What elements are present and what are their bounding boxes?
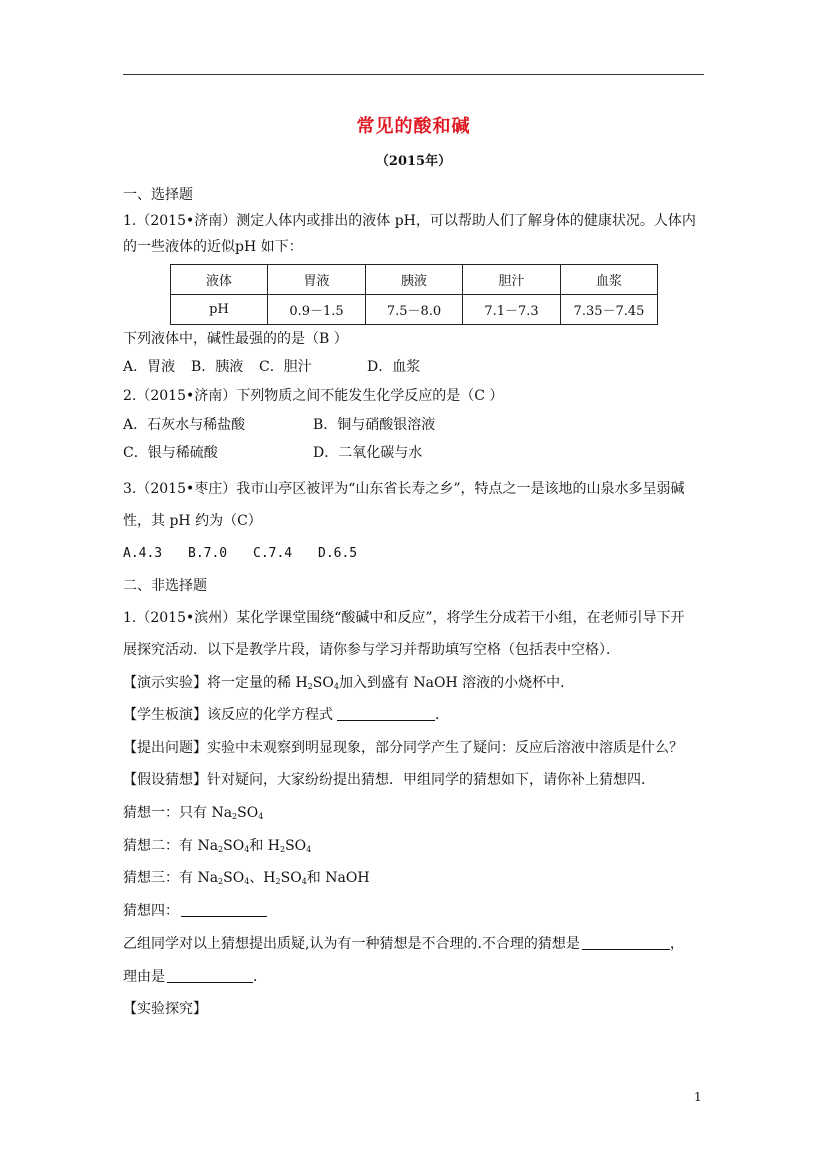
subscript: 4: [244, 877, 250, 886]
board-text: 【学生板演】该反应的化学方程式: [123, 707, 333, 723]
doubt-line: [123, 935, 684, 953]
q2-options-row-2: [123, 444, 422, 462]
option-d: D．二氧化碳与水: [313, 445, 423, 461]
guess-4: [123, 902, 267, 920]
option-d: D.6.5: [318, 546, 358, 561]
guess-text: SO: [237, 805, 259, 821]
table-header-cell: 胆汁: [463, 265, 561, 295]
board-text: ．: [435, 707, 449, 723]
q2-options-row-1: [123, 416, 435, 434]
option-c: C．胆汁: [259, 359, 312, 375]
q1-question: 下列液体中，碱性最强的的是（B ）: [123, 331, 348, 347]
page-title: 常见的酸和碱: [356, 116, 471, 137]
reason-text: 理由是: [123, 969, 165, 985]
ph-table: [170, 264, 658, 325]
guess-text: 和 H: [249, 838, 280, 854]
answer-blank[interactable]: [337, 706, 435, 721]
p1-line-2: 展探究活动．以下是教学片段，请你参与学习并帮助填写空格（包括表中空格）．: [123, 642, 620, 658]
option-a: A.4.3: [123, 546, 163, 561]
ask-question: 【提出问题】实验中未观察到明显现象，部分同学产生了疑问：反应后溶液中溶质是什么？: [123, 740, 683, 756]
option-a: A．石灰水与稀盐酸: [123, 417, 246, 433]
guess-1: [123, 804, 263, 826]
subscript: 4: [244, 845, 250, 854]
guess-text: 和 NaOH: [306, 870, 370, 886]
table-cell: pH: [171, 295, 268, 325]
table-cell: 7.1－7.3: [463, 295, 561, 325]
subscript: 2: [275, 877, 281, 886]
subscript: 4: [333, 682, 339, 691]
answer-blank[interactable]: [167, 968, 253, 983]
q1-options: [123, 358, 420, 376]
table-cell: 0.9－1.5: [268, 295, 366, 325]
option-b: B．铜与硝酸银溶液: [313, 417, 436, 433]
option-b: B．胰液: [191, 359, 244, 375]
subscript: 2: [232, 812, 238, 821]
subscript: 4: [306, 845, 312, 854]
q3-line-1: 3.（2015•枣庄）我市山亭区被评为“山东省长寿之乡”，特点之一是该地的山泉水多呈弱碱: [123, 481, 685, 497]
header-rule: [123, 74, 704, 75]
option-c: C.7.4: [253, 546, 293, 561]
student-board: [123, 706, 449, 724]
p1-line-1: 1.（2015•滨州）某化学课堂围绕“酸碱中和反应”，将学生分成若干小组，在老师引导下开: [123, 610, 685, 626]
guess-3: [123, 869, 370, 891]
subscript: 2: [218, 877, 224, 886]
guess-text: SO: [223, 838, 245, 854]
q1-line-2: 的一些液体的近似pH 如下：: [123, 239, 303, 255]
section-heading-nonchoice: 二、非选择题: [123, 578, 207, 594]
demo-experiment: [123, 674, 574, 696]
guess-2: [123, 837, 311, 859]
guess-text: 、H: [249, 870, 276, 886]
option-c: C．银与稀硫酸: [123, 445, 218, 461]
page-subtitle: （2015年）: [375, 154, 452, 169]
guess-text: 猜想三：有 Na: [123, 870, 219, 886]
guess-text: SO: [280, 870, 302, 886]
reason-line: [123, 968, 267, 986]
page-number: 1: [694, 1090, 702, 1104]
table-header-cell: 液体: [171, 265, 268, 295]
demo-text: 加入到盛有 NaOH 溶液的小烧杯中．: [338, 675, 575, 691]
option-b: B.7.0: [188, 546, 228, 561]
doubt-text: 乙组同学对以上猜想提出质疑,认为有一种猜想是不合理的.不合理的猜想是: [123, 936, 580, 952]
table-header-cell: 血浆: [561, 265, 658, 295]
option-a: A．胃液: [123, 359, 176, 375]
q2-line-1: 2.（2015•济南）下列物质之间不能发生化学反应的是（C ）: [123, 388, 504, 404]
table-row: [171, 265, 658, 295]
doubt-text: ，: [669, 936, 684, 952]
guess-text: 猜想二：有 Na: [123, 838, 219, 854]
table-cell: 7.35－7.45: [561, 295, 658, 325]
guess-text: 猜想一：只有 Na: [123, 805, 233, 821]
demo-text: SO: [312, 675, 334, 691]
hypothesis: 【假设猜想】针对疑问，大家纷纷提出猜想．甲组同学的猜想如下，请你补上猜想四．: [123, 772, 655, 788]
demo-text: 【演示实验】将一定量的稀 H: [123, 675, 308, 691]
experiment-explore: 【实验探究】: [123, 1001, 207, 1017]
q3-line-2: 性，其 pH 约为（C）: [123, 513, 262, 529]
reason-text: ．: [253, 969, 267, 985]
subscript: 4: [258, 812, 264, 821]
guess-text: SO: [223, 870, 245, 886]
subscript: 2: [218, 845, 224, 854]
subscript: 4: [301, 877, 307, 886]
subscript: 2: [279, 845, 286, 854]
guess-text: SO: [285, 838, 307, 854]
section-heading-choice: 一、选择题: [123, 187, 193, 203]
q1-line-1: 1.（2015•济南）测定人体内或排出的液体 pH，可以帮助人们了解身体的健康状况。人体内: [123, 213, 696, 229]
table-cell: 7.5－8.0: [366, 295, 463, 325]
answer-blank[interactable]: [181, 902, 267, 917]
guess-text: 猜想四：: [123, 903, 179, 919]
subscript: 2: [307, 682, 313, 691]
answer-blank[interactable]: [582, 935, 670, 950]
option-d: D．血浆: [367, 359, 421, 375]
table-header-cell: 胰液: [366, 265, 463, 295]
table-header-cell: 胃液: [268, 265, 366, 295]
q3-options: [123, 545, 357, 563]
table-row: [171, 295, 658, 325]
